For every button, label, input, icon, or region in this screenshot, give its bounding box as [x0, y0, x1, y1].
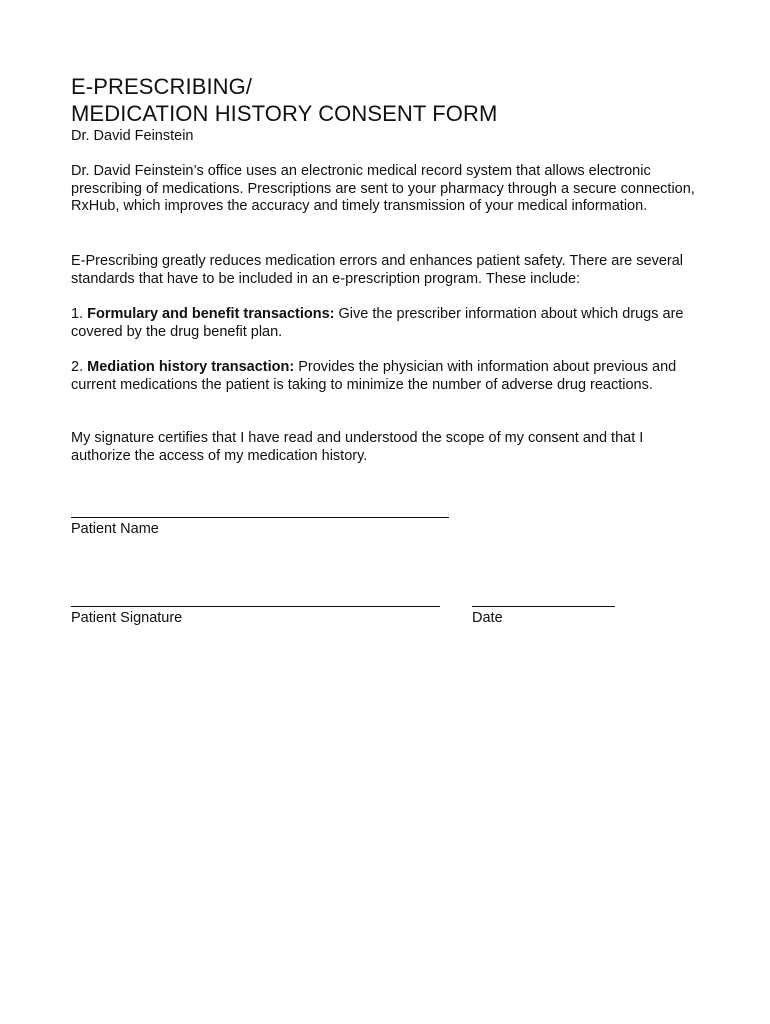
patient-signature-line[interactable]	[71, 606, 440, 607]
patient-name-line[interactable]	[71, 517, 449, 518]
formulary-item	[71, 306, 696, 341]
date-line[interactable]	[472, 606, 615, 607]
page-title	[71, 73, 497, 127]
doctor-name: Dr. David Feinstein	[71, 128, 194, 144]
intro-paragraph: Dr. David Feinstein’s office uses an electronic medical record system that allows electronic prescribing of medications. Prescriptions are sent to your pharmacy through a secure connection, RxHub, which improves the accuracy and timely transmission of your medical information.	[71, 163, 695, 215]
formulary-item-text: Give the prescriber information about which drugs are covered by the drug benefit plan.	[71, 306, 684, 340]
date-label: Date	[472, 610, 503, 626]
title-line-1: E-PRESCRIBING/	[71, 74, 253, 99]
patient-name-label: Patient Name	[71, 521, 159, 537]
certification-paragraph: My signature certifies that I have read and understood the scope of my consent and that I authorize the access of my medication history.	[71, 430, 644, 464]
title-line-2: MEDICATION HISTORY CONSENT FORM	[71, 101, 498, 126]
medication-history-item-number: 2.	[71, 359, 84, 375]
patient-signature-label: Patient Signature	[71, 610, 183, 626]
formulary-item-heading: Formulary and benefit transactions:	[87, 306, 335, 322]
medication-history-item-heading: Mediation history transaction:	[87, 359, 295, 375]
standards-paragraph: E-Prescribing greatly reduces medication errors and enhances patient safety. There are several standards that have to be included in an e-prescription program. These include:	[71, 253, 684, 287]
formulary-item-number: 1.	[71, 306, 84, 322]
medication-history-item	[71, 359, 696, 394]
medication-history-item-text: Provides the physician with information about previous and current medications the patient is taking to minimize the number of adverse drug reactions.	[71, 359, 677, 393]
